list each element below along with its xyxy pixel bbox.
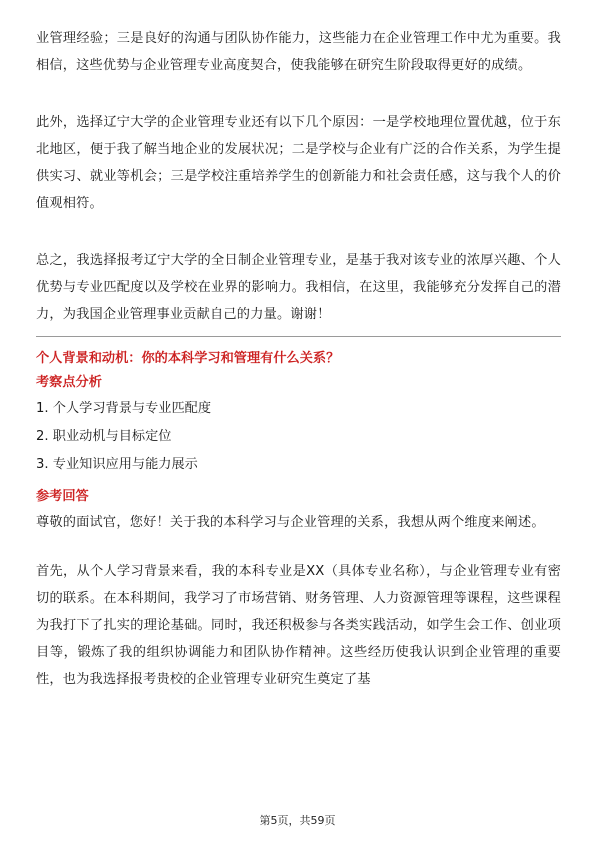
answer-heading: 参考回答 xyxy=(36,489,89,504)
paragraph-answer-intro: 尊敬的面试官，您好！关于我的本科学习与企业管理的关系，我想从两个维度来阐述。 xyxy=(36,515,545,530)
list-item: 3. 专业知识应用与能力展示 xyxy=(36,457,198,472)
paragraph-strengths-conclusion: 业管理经验；三是良好的沟通与团队协作能力，这些能力在企业管理工作中尤为重要。我相信，这些优势与企业管理专业高度契合，使我能够在研究生阶段取得更好的成绩。 xyxy=(36,31,561,73)
paragraph-answer-background: 首先，从个人学习背景来看，我的本科专业是XX（具体专业名称），与企业管理专业有密切的联系。在本科期间，我学习了市场营销、财务管理、人力资源管理等课程，这些课程为我打下了扎实的理论基础。同时，我还积极参与各类实践活动，如学生会工作、创业项目等，锻炼了我的组织协调能力和团队协作精神。这些经历使我认识到企业管理的重要性，也为我选择报考贵校的企业管理专业研究生奠定了基 xyxy=(36,564,561,687)
page-footer: 第5页，共59页 xyxy=(259,814,336,827)
section-divider xyxy=(36,336,561,337)
page-content xyxy=(36,25,561,693)
analysis-heading: 考察点分析 xyxy=(36,375,102,390)
list-item: 1. 个人学习背景与专业匹配度 xyxy=(36,401,212,416)
analysis-list xyxy=(36,395,561,479)
paragraph-summary: 总之，我选择报考辽宁大学的全日制企业管理专业，是基于我对该专业的浓厚兴趣、个人优势与专业匹配度以及学校在业界的影响力。我相信，在这里，我能够充分发挥自己的潜力，为我国企业管理事业贡献自己的力量。谢谢！ xyxy=(36,253,561,322)
list-item: 2. 职业动机与目标定位 xyxy=(36,429,172,444)
question-title: 个人背景和动机：你的本科学习和管理有什么关系？ xyxy=(36,351,340,366)
paragraph-other-reasons: 此外，选择辽宁大学的企业管理专业还有以下几个原因：一是学校地理位置优越，位于东北地区，便于我了解当地企业的发展状况；二是学校与企业有广泛的合作关系，为学生提供实习、就业等机会；三是学校注重培养学生的创新能力和社会责任感，这与我个人的价值观相符。 xyxy=(36,115,561,211)
